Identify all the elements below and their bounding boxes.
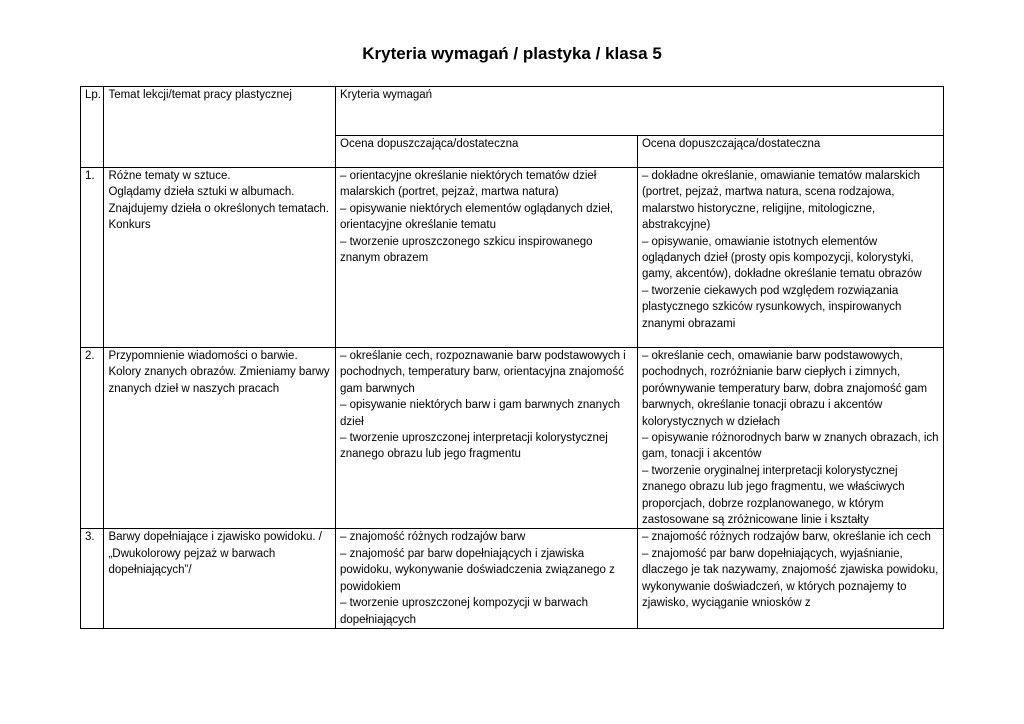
header-row <box>81 87 944 136</box>
subheader-grade-a: Ocena dopuszczająca/dostateczna <box>336 136 638 168</box>
row-criteria-b: – dokładne określanie, omawianie tematów malarskich (portret, pejzaż, martwa natura, scena rodzajowa, malarstwo historyczne, religijne, mitologiczne, abstrakcyjne) – opisywanie, omawianie istotnych elementów oglądanych dzieł (prosty opis kompozycji, kolorystyki, gamy, akcentów), dokładne określanie tematu obrazów – tworzenie ciekawych pod względem rozwiązania plastycznego szkiców rysunkowych, inspirowanych znanymi obrazami <box>637 168 943 348</box>
row-number: 1. <box>81 168 104 348</box>
row-criteria-b: – znajomość różnych rodzajów barw, określanie ich cech – znajomość par barw dopełniających, wyjaśnianie, dlaczego je tak nazywamy, znajomość zjawiska powidoku, wykonywanie doświadczeń, w których poznajemy to zjawisko, wyciąganie wniosków z <box>637 529 943 628</box>
header-topic: Temat lekcji/temat pracy plastycznej <box>104 87 336 168</box>
row-criteria-a: – określanie cech, rozpoznawanie barw podstawowych i pochodnych, temperatury barw, orientacyjna znajomość gam barwnych – opisywanie niektórych barw i gam barwnych znanych dzieł – tworzenie uproszczonej interpretacji kolorystycznej znanego obrazu lub jego fragmentu <box>336 348 638 529</box>
row-criteria-a: – znajomość różnych rodzajów barw – znajomość par barw dopełniających i zjawiska powidoku, wykonywanie doświadczenia związanego z powidokiem – tworzenie uproszczonej kompozycji w barwach dopełniających <box>336 529 638 628</box>
row-topic: Barwy dopełniające i zjawisko powidoku. / „Dwukolorowy pejzaż w barwach dopełniających”/ <box>104 529 336 628</box>
subheader-grade-b: Ocena dopuszczająca/dostateczna <box>637 136 943 168</box>
row-criteria-b: – określanie cech, omawianie barw podstawowych, pochodnych, rozróżnianie barw ciepłych i zimnych, porównywanie temperatury barw, dobra znajomość gam barwnych, określanie tonacji obrazu i akcentów kolorystycznych w dziełach – opisywanie różnorodnych barw w znanych obrazach, ich gam, tonacji i akcentów – tworzenie oryginalnej interpretacji kolorystycznej znanego obrazu lub jego fragmentu, we właściwych proporcjach, dobrze rozplanowanego, w którym zastosowane są zróżnicowane linie i kształty <box>637 348 943 529</box>
row-topic: Różne tematy w sztuce. Oglądamy dzieła sztuki w albumach. Znajdujemy dzieła o określonych tematach. Konkurs <box>104 168 336 348</box>
row-topic: Przypomnienie wiadomości o barwie. Kolory znanych obrazów. Zmieniamy barwy znanych dzieł w naszych pracach <box>104 348 336 529</box>
table-row <box>81 529 944 628</box>
row-number: 2. <box>81 348 104 529</box>
table-row <box>81 168 944 348</box>
row-criteria-a: – orientacyjne określanie niektórych tematów dzieł malarskich (portret, pejzaż, martwa natura) – opisywanie niektórych elementów oglądanych dzieł, orientacyjne określanie tematu – tworzenie uproszczonego szkicu inspirowanego znanym obrazem <box>336 168 638 348</box>
header-lp: Lp. <box>81 87 104 168</box>
criteria-table <box>80 86 944 629</box>
header-criteria: Kryteria wymagań <box>336 87 944 136</box>
page-title: Kryteria wymagań / plastyka / klasa 5 <box>362 44 662 63</box>
table-row <box>81 348 944 529</box>
row-number: 3. <box>81 529 104 628</box>
